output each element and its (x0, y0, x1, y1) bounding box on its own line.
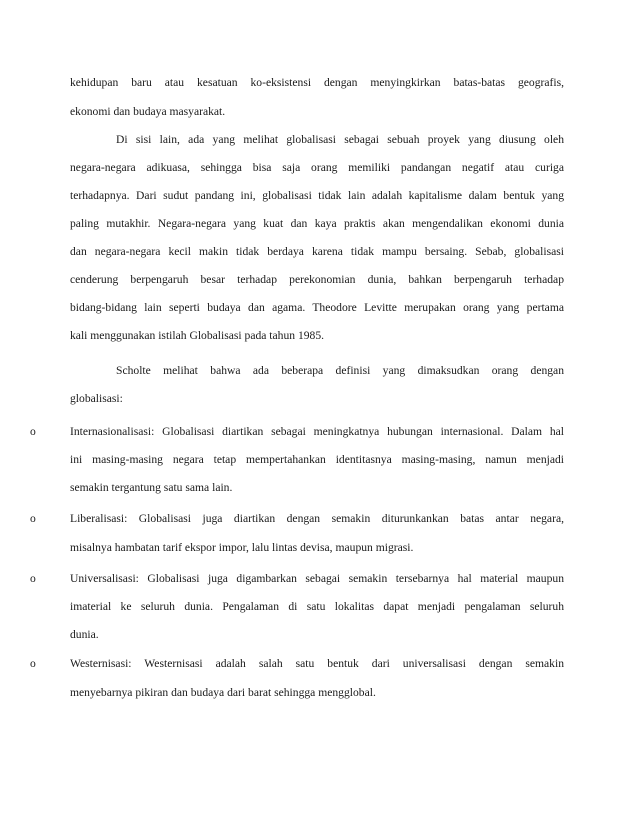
list-item-3-line-3: dunia. (70, 628, 99, 641)
list-item-2-line-2: misalnya hambatan tarif ekspor impor, lalu lintas devisa, maupun migrasi. (70, 541, 414, 554)
list-item-1-line-3: semakin tergantung satu sama lain. (70, 481, 233, 494)
paragraph-3-line-1: Scholte melihat bahwa ada beberapa definisi yang dimaksudkan orang dengan (116, 364, 564, 377)
bullet-marker: o (30, 657, 36, 670)
list-item-1-line-1: Internasionalisasi: Globalisasi diartikan sebagai meningkatnya hubungan internasional. Dalam hal (70, 425, 564, 438)
bullet-marker: o (30, 572, 36, 585)
list-item-2-line-1: Liberalisasi: Globalisasi juga diartikan dengan semakin diturunkankan batas antar negara, (70, 512, 564, 525)
list-item-4-line-2: menyebarnya pikiran dan budaya dari barat sehingga mengglobal. (70, 686, 376, 699)
paragraph-2-line-5: dan negara-negara kecil makin tidak berdaya karena tidak mampu bersaing. Sebab, globalisasi (70, 245, 564, 258)
paragraph-1-line-1: kehidupan baru atau kesatuan ko-eksistensi dengan menyingkirkan batas-batas geografis, (70, 76, 564, 89)
list-item-4-line-1: Westernisasi: Westernisasi adalah salah satu bentuk dari universalisasi dengan semakin (70, 657, 564, 670)
bullet-marker: o (30, 512, 36, 525)
paragraph-2-line-6: cenderung berpengaruh besar terhadap perekonomian dunia, bahkan berpengaruh terhadap (70, 273, 564, 286)
paragraph-2-line-1: Di sisi lain, ada yang melihat globalisasi sebagai sebuah proyek yang diusung oleh (116, 133, 564, 146)
list-item-3-line-1: Universalisasi: Globalisasi juga digambarkan sebagai semakin tersebarnya hal material maupun (70, 572, 564, 585)
list-item-3-line-2: imaterial ke seluruh dunia. Pengalaman di satu lokalitas dapat menjadi pengalaman seluruh (70, 600, 564, 613)
paragraph-2-line-3: terhadapnya. Dari sudut pandang ini, globalisasi tidak lain adalah kapitalisme dalam bentuk yang (70, 189, 564, 202)
list-item-1-line-2: ini masing-masing negara tetap mempertahankan identitasnya masing-masing, namun menjadi (70, 453, 564, 466)
paragraph-2-line-4: paling mutakhir. Negara-negara yang kuat dan kaya praktis akan mengendalikan ekonomi dunia (70, 217, 564, 230)
paragraph-1-line-2: ekonomi dan budaya masyarakat. (70, 105, 226, 118)
bullet-marker: o (30, 425, 36, 438)
paragraph-3-line-2: globalisasi: (70, 392, 123, 405)
paragraph-2-line-7: bidang-bidang lain seperti budaya dan agama. Theodore Levitte merupakan orang yang pertama (70, 301, 564, 314)
paragraph-2-line-8: kali menggunakan istilah Globalisasi pada tahun 1985. (70, 329, 325, 342)
paragraph-2-line-2: negara-negara adikuasa, sehingga bisa saja orang memiliki pandangan negatif atau curiga (70, 161, 564, 174)
